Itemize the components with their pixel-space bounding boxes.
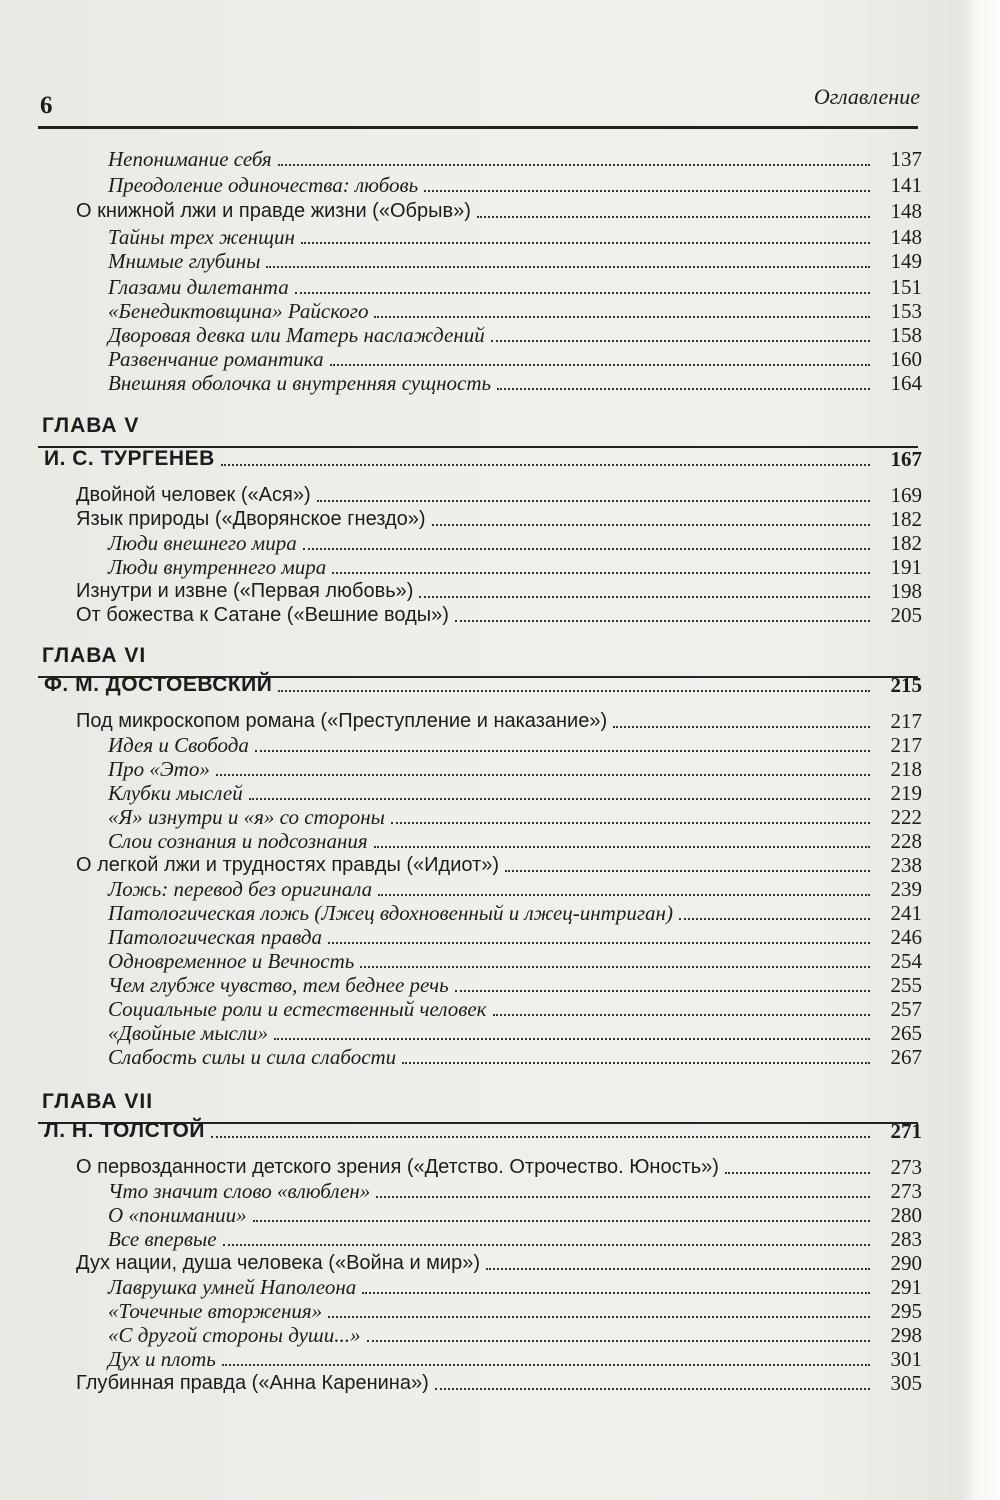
toc-entry-title: Патологическая правда [108, 925, 322, 949]
toc-section-entry [76, 1250, 922, 1276]
toc-subsection-entry [108, 1274, 922, 1300]
toc-subsection-entry [108, 900, 922, 926]
toc-entry-title: Двойной человек («Ася») [76, 484, 311, 506]
toc-entry-title: «Двойные мысли» [108, 1021, 269, 1045]
toc-entry-page: 280 [890, 1203, 922, 1227]
toc-entry-title: Одновременное и Вечность [108, 949, 355, 973]
toc-section-entry [76, 482, 922, 508]
toc-entry-title: И. С. ТУРГЕНЕВ [44, 447, 215, 470]
toc-leader-dots [725, 1172, 870, 1174]
toc-subsection-entry [108, 172, 922, 198]
toc-entry-page: 182 [890, 507, 922, 531]
toc-entry-title: Люди внутреннего мира [108, 555, 327, 579]
toc-entry-title: «Я» изнутри и «я» со стороны [108, 805, 385, 829]
toc-subsection-entry [108, 948, 922, 974]
toc-leader-dots [360, 966, 870, 968]
toc-author-entry [44, 1118, 922, 1144]
toc-entry-title: Дух нации, душа человека («Война и мир») [76, 1252, 481, 1274]
toc-entry-title: Лаврушка умней Наполеона [108, 1275, 357, 1299]
toc-entry-page: 219 [890, 781, 922, 805]
toc-leader-dots [455, 620, 870, 622]
toc-entry-page: 182 [890, 531, 922, 555]
toc-leader-dots [274, 1038, 870, 1040]
toc-subsection-entry [108, 804, 922, 830]
toc-leader-dots [486, 1268, 870, 1270]
toc-leader-dots [402, 1062, 870, 1064]
toc-subsection-entry [108, 224, 922, 250]
toc-entry-page: 301 [890, 1347, 922, 1371]
toc-entry-title: Патологическая ложь (Лжец вдохновенный и лжец-интриган) [108, 901, 673, 925]
header-rule [38, 126, 918, 129]
toc-entry-title: Ф. М. ДОСТОЕВСКИЙ [44, 673, 273, 696]
toc-entry-page: 298 [890, 1323, 922, 1347]
toc-entry-title: Слабость силы и сила слабости [108, 1045, 397, 1069]
toc-entry-title: Язык природы («Дворянское гнездо») [76, 508, 426, 530]
toc-entry-page: 217 [890, 709, 922, 733]
toc-entry-page: 169 [890, 483, 922, 507]
toc-subsection-entry [108, 972, 922, 998]
toc-leader-dots [435, 1388, 870, 1390]
toc-entry-page: 148 [890, 225, 922, 249]
toc-leader-dots [221, 464, 870, 466]
toc-subsection-entry [108, 322, 922, 348]
toc-entry-page: 148 [890, 199, 922, 223]
toc-subsection-entry [108, 274, 922, 300]
toc-entry-title: Преодоление одиночества: любовь [108, 173, 419, 197]
toc-entry-title: Тайны трех женщин [108, 225, 295, 249]
toc-entry-page: 217 [890, 733, 922, 757]
toc-leader-dots [455, 990, 870, 992]
toc-section-entry [76, 1370, 922, 1396]
toc-leader-dots [223, 1244, 870, 1246]
toc-entry-title: О «понимании» [108, 1203, 247, 1227]
toc-subsection-entry [108, 1044, 922, 1070]
toc-leader-dots [249, 798, 870, 800]
toc-entry-title: Непонимание себя [108, 147, 272, 171]
toc-leader-dots [266, 266, 870, 268]
chapter-label: ГЛАВА VI [42, 644, 147, 667]
toc-leader-dots [278, 164, 870, 166]
toc-leader-dots [613, 726, 870, 728]
toc-entry-page: 283 [890, 1227, 922, 1251]
toc-entry-page: 271 [890, 1119, 922, 1143]
toc-leader-dots [328, 942, 870, 944]
toc-entry-page: 218 [890, 757, 922, 781]
toc-leader-dots [497, 388, 870, 390]
toc-entry-title: Внешняя оболочка и внутренняя сущность [108, 371, 492, 395]
chapter-label: ГЛАВА VII [42, 1090, 154, 1113]
toc-section-entry [76, 506, 922, 532]
running-title: Оглавление [813, 84, 920, 109]
toc-leader-dots [505, 870, 870, 872]
toc-entry-page: 160 [890, 347, 922, 371]
toc-entry-title: Слои сознания и подсознания [108, 829, 368, 853]
toc-leader-dots [222, 1364, 870, 1366]
toc-subsection-entry [108, 996, 922, 1022]
toc-entry-title: «С другой стороны души...» [108, 1323, 361, 1347]
toc-entry-title: Дух и плоть [108, 1347, 216, 1371]
toc-subsection-entry [108, 1226, 922, 1252]
toc-section-entry [76, 578, 922, 604]
toc-subsection-entry [108, 924, 922, 950]
toc-entry-page: 198 [890, 579, 922, 603]
chapter-label: ГЛАВА V [42, 414, 140, 437]
toc-subsection-entry [108, 1020, 922, 1046]
toc-entry-page: 137 [890, 147, 922, 171]
toc-entry-page: 273 [890, 1155, 922, 1179]
toc-entry-page: 291 [890, 1275, 922, 1299]
toc-entry-title: Клубки мыслей [108, 781, 243, 805]
toc-leader-dots [374, 846, 870, 848]
page-number: 6 [40, 92, 53, 119]
toc-subsection-entry [108, 732, 922, 758]
toc-entry-page: 222 [890, 805, 922, 829]
toc-section-entry [76, 708, 922, 734]
toc-leader-dots [424, 190, 870, 192]
toc-entry-title: Изнутри и извне («Первая любовь») [76, 580, 414, 602]
page-header [0, 0, 1000, 140]
toc-subsection-entry [108, 756, 922, 782]
toc-leader-dots [376, 1196, 870, 1198]
toc-subsection-entry [108, 1322, 922, 1348]
toc-entry-page: 158 [890, 323, 922, 347]
toc-leader-dots [491, 340, 870, 342]
toc-entry-title: О первозданности детского зрения («Детство. Отрочество. Юность») [76, 1156, 719, 1178]
toc-leader-dots [216, 774, 870, 776]
toc-leader-dots [253, 1220, 870, 1222]
toc-entry-page: 164 [890, 371, 922, 395]
toc-leader-dots [477, 216, 870, 218]
toc-entry-page: 241 [890, 901, 922, 925]
toc-entry-title: «Бенедиктовщина» Райского [108, 299, 369, 323]
page-edge [962, 0, 1000, 1500]
toc-entry-page: 167 [890, 447, 922, 471]
toc-author-entry [44, 446, 922, 472]
toc-author-entry [44, 672, 922, 698]
toc-entry-page: 215 [890, 673, 922, 697]
toc-leader-dots [317, 500, 870, 502]
toc-entry-page: 257 [890, 997, 922, 1021]
toc-entry-page: 141 [890, 173, 922, 197]
toc-entry-page: 267 [890, 1045, 922, 1069]
toc-section-entry [76, 1154, 922, 1180]
toc-entry-page: 191 [890, 555, 922, 579]
toc-entry-title: Социальные роли и естественный человек [108, 997, 487, 1021]
toc-entry-page: 238 [890, 853, 922, 877]
toc-leader-dots [378, 894, 870, 896]
toc-entry-title: «Точечные вторжения» [108, 1299, 323, 1323]
toc-entry-title: От божества к Сатане («Вешние воды») [76, 604, 449, 626]
toc-entry-page: 273 [890, 1179, 922, 1203]
toc-entry-title: О легкой лжи и трудностях правды («Идиот») [76, 854, 500, 876]
toc-subsection-entry [108, 370, 922, 396]
toc-leader-dots [255, 750, 870, 752]
toc-entry-title: Что значит слово «влюблен» [108, 1179, 371, 1203]
toc-leader-dots [391, 822, 870, 824]
toc-leader-dots [362, 1292, 870, 1294]
toc-leader-dots [211, 1136, 870, 1138]
toc-entry-title: Все впервые [108, 1227, 217, 1251]
toc-subsection-entry [108, 346, 922, 372]
toc-entry-page: 295 [890, 1299, 922, 1323]
toc-leader-dots [328, 1316, 870, 1318]
toc-leader-dots [419, 596, 870, 598]
toc-entry-title: Л. Н. ТОЛСТОЙ [44, 1119, 205, 1142]
toc-leader-dots [332, 572, 870, 574]
toc-entry-page: 290 [890, 1251, 922, 1275]
toc-leader-dots [301, 242, 870, 244]
toc-subsection-entry [108, 876, 922, 902]
toc-subsection-entry [108, 1298, 922, 1324]
toc-leader-dots [679, 918, 870, 920]
toc-entry-page: 151 [890, 275, 922, 299]
toc-leader-dots [367, 1340, 870, 1342]
toc-entry-title: Глазами дилетанта [108, 275, 289, 299]
toc-subsection-entry [108, 554, 922, 580]
toc-subsection-entry [108, 1346, 922, 1372]
toc-entry-title: Глубинная правда («Анна Каренина») [76, 1372, 429, 1394]
toc-entry-title: Чем глубже чувство, тем беднее речь [108, 973, 449, 997]
toc-section-entry [76, 852, 922, 878]
toc-entry-title: Развенчание романтика [108, 347, 324, 371]
toc-subsection-entry [108, 828, 922, 854]
toc-leader-dots [295, 292, 870, 294]
toc-entry-title: Дворовая девка или Матерь наслаждений [108, 323, 485, 347]
toc-subsection-entry [108, 1178, 922, 1204]
toc-leader-dots [330, 364, 870, 366]
toc-subsection-entry [108, 298, 922, 324]
toc-subsection-entry [108, 248, 922, 274]
toc-section-entry [76, 198, 922, 224]
toc-subsection-entry [108, 530, 922, 556]
toc-entry-page: 255 [890, 973, 922, 997]
toc-section-entry [76, 602, 922, 628]
toc-entry-page: 228 [890, 829, 922, 853]
toc-subsection-entry [108, 1202, 922, 1228]
toc-entry-title: Мнимые глубины [108, 249, 261, 273]
toc-leader-dots [432, 524, 870, 526]
toc-entry-title: О книжной лжи и правде жизни («Обрыв») [76, 200, 471, 222]
toc-leader-dots [303, 548, 870, 550]
toc-entry-title: Про «Это» [108, 757, 210, 781]
toc-leader-dots [493, 1014, 870, 1016]
toc-entry-page: 265 [890, 1021, 922, 1045]
toc-entry-page: 305 [890, 1371, 922, 1395]
toc-entry-page: 149 [890, 249, 922, 273]
toc-entry-page: 205 [890, 603, 922, 627]
toc-leader-dots [278, 690, 870, 692]
toc-entry-title: Люди внешнего мира [108, 531, 297, 555]
toc-subsection-entry [108, 146, 922, 172]
toc-subsection-entry [108, 780, 922, 806]
toc-entry-page: 254 [890, 949, 922, 973]
toc-entry-page: 153 [890, 299, 922, 323]
toc-entry-page: 239 [890, 877, 922, 901]
toc-entry-title: Идея и Свобода [108, 733, 249, 757]
toc-leader-dots [374, 316, 870, 318]
toc-entry-title: Под микроскопом романа («Преступление и наказание») [76, 710, 608, 732]
toc-entry-page: 246 [890, 925, 922, 949]
toc-entry-title: Ложь: перевод без оригинала [108, 877, 373, 901]
